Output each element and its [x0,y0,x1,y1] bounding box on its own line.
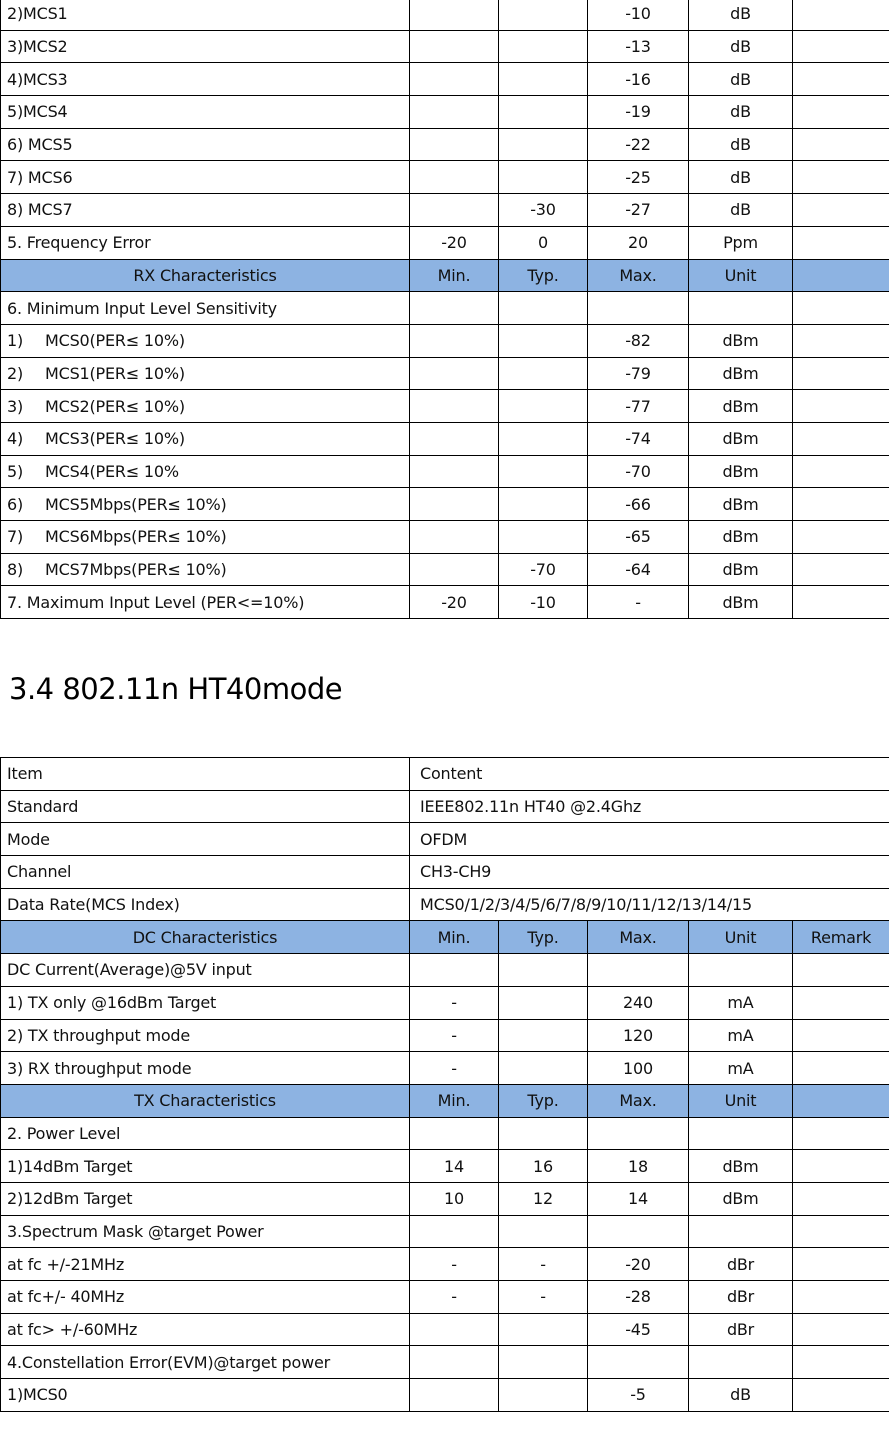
rx-header-row [1,259,889,292]
unit-cell: dB [689,128,793,161]
table-row [1,790,889,823]
table-row [1,856,889,889]
max-cell: 100 [588,1052,689,1085]
row-label: 2) TX throughput mode [1,1019,410,1052]
min-cell [410,357,499,390]
table-row [1,161,889,194]
unit-cell: dBm [689,586,793,619]
unit-cell: dB [689,194,793,227]
unit-cell: dBm [689,553,793,586]
min-cell [410,63,499,96]
row-label: 3) RX throughput mode [1,1052,410,1085]
table-row [1,357,889,390]
max-cell: 120 [588,1019,689,1052]
max-cell: -10 [588,0,689,30]
max-cell: -66 [588,488,689,521]
row-name: MCS0(PER≤ 10%) [45,331,185,351]
table-row [1,1313,889,1346]
min-cell: - [410,1052,499,1085]
dc-header-row [1,921,889,954]
min-cell [410,1117,499,1150]
row-label: 1)MCS0 [1,1379,410,1412]
unit-cell: mA [689,1052,793,1085]
table-row [1,63,889,96]
max-cell: -28 [588,1281,689,1314]
typ-cell [499,455,588,488]
ht40-spec-table [0,757,889,1412]
row-name: MCS2(PER≤ 10%) [45,396,185,416]
remark-cell [793,553,889,586]
typ-cell [499,30,588,63]
typ-cell [499,986,588,1019]
typ-cell [499,422,588,455]
min-cell: - [410,1281,499,1314]
row-label: 6) MCS5 [1,128,410,161]
max-cell: - [588,586,689,619]
max-cell [588,292,689,325]
min-cell [410,422,499,455]
remark-cell [793,986,889,1019]
table-row [1,0,889,30]
row-label: 3)MCS2 [1,30,410,63]
min-cell [410,488,499,521]
max-cell: -74 [588,422,689,455]
max-cell: -20 [588,1248,689,1281]
min-cell: - [410,986,499,1019]
typ-cell: - [499,1248,588,1281]
table-row [1,1150,889,1183]
unit-cell: dBr [689,1313,793,1346]
row-label: 2. Power Level [1,1117,410,1150]
header-min: Min. [410,921,499,954]
unit-cell: dBm [689,390,793,423]
max-cell [588,1117,689,1150]
unit-cell: dBm [689,357,793,390]
row-label: 6. Minimum Input Level Sensitivity [1,292,410,325]
table-row [1,521,889,554]
typ-cell [499,0,588,30]
remark-cell [793,357,889,390]
remark-cell [793,954,889,987]
unit-cell [689,954,793,987]
info-value: CH3-CH9 [410,856,889,889]
max-cell: -77 [588,390,689,423]
header-typ: Typ. [499,259,588,292]
remark-cell [793,63,889,96]
unit-cell [689,1215,793,1248]
min-cell [410,954,499,987]
unit-cell: dBm [689,521,793,554]
table-row [1,1182,889,1215]
max-cell: 240 [588,986,689,1019]
remark-cell [793,194,889,227]
remark-cell [793,1379,889,1412]
row-label: at fc+/- 40MHz [1,1281,410,1314]
table-row [1,954,889,987]
tx-header-row [1,1084,889,1117]
typ-cell [499,292,588,325]
unit-cell: Ppm [689,226,793,259]
info-value: OFDM [410,823,889,856]
remark-cell [793,586,889,619]
header-max: Max. [588,1084,689,1117]
min-cell [410,1379,499,1412]
row-label: 4.Constellation Error(EVM)@target power [1,1346,410,1379]
table-row [1,553,889,586]
max-cell: -27 [588,194,689,227]
unit-cell: mA [689,1019,793,1052]
row-label [1,390,410,423]
typ-cell [499,521,588,554]
typ-cell: 16 [499,1150,588,1183]
max-cell [588,1346,689,1379]
table-row [1,30,889,63]
max-cell: -19 [588,96,689,129]
min-cell [410,292,499,325]
row-label: DC Current(Average)@5V input [1,954,410,987]
table-row [1,1281,889,1314]
info-value: Content [410,758,889,791]
unit-cell: dBr [689,1281,793,1314]
max-cell: -13 [588,30,689,63]
unit-cell: dBm [689,422,793,455]
row-name: MCS4(PER≤ 10% [45,461,179,481]
typ-cell: -30 [499,194,588,227]
unit-cell [689,292,793,325]
typ-cell: - [499,1281,588,1314]
unit-cell [689,1117,793,1150]
row-label: at fc +/-21MHz [1,1248,410,1281]
table-row [1,292,889,325]
remark-cell [793,488,889,521]
typ-cell [499,1052,588,1085]
typ-cell [499,1019,588,1052]
typ-cell [499,128,588,161]
remark-cell [793,455,889,488]
header-unit: Unit [689,1084,793,1117]
typ-cell [499,1313,588,1346]
header-remark [793,1084,889,1117]
row-label: 4)MCS3 [1,63,410,96]
info-label: Data Rate(MCS Index) [1,888,410,921]
row-name: MCS5Mbps(PER≤ 10%) [45,494,227,514]
typ-cell [499,161,588,194]
max-cell: 14 [588,1182,689,1215]
unit-cell: dBm [689,455,793,488]
unit-cell: dB [689,0,793,30]
unit-cell: dB [689,161,793,194]
row-label: 3.Spectrum Mask @target Power [1,1215,410,1248]
min-cell [410,455,499,488]
min-cell: 10 [410,1182,499,1215]
min-cell [410,0,499,30]
max-cell: -70 [588,455,689,488]
table-row [1,422,889,455]
row-label [1,553,410,586]
row-label: 8) MCS7 [1,194,410,227]
header-min: Min. [410,259,499,292]
remark-cell [793,1346,889,1379]
remark-cell [793,324,889,357]
row-label: 7. Maximum Input Level (PER<=10%) [1,586,410,619]
row-label: 1) TX only @16dBm Target [1,986,410,1019]
row-number: 7) [7,527,24,547]
typ-cell: 0 [499,226,588,259]
min-cell: - [410,1248,499,1281]
row-name: MCS6Mbps(PER≤ 10%) [45,527,227,547]
typ-cell [499,63,588,96]
remark-cell [793,1052,889,1085]
row-number: 3) [7,396,24,416]
min-cell: 14 [410,1150,499,1183]
min-cell [410,194,499,227]
row-name: MCS7Mbps(PER≤ 10%) [45,560,227,580]
typ-cell [499,96,588,129]
unit-cell: dB [689,96,793,129]
remark-cell [793,390,889,423]
table-row [1,1346,889,1379]
table-row [1,823,889,856]
ht20-spec-table-continued [0,0,889,619]
header-typ: Typ. [499,921,588,954]
unit-cell: dB [689,63,793,96]
dc-header-title: DC Characteristics [1,921,410,954]
max-cell: -16 [588,63,689,96]
unit-cell: mA [689,986,793,1019]
table-row [1,1052,889,1085]
typ-cell: 12 [499,1182,588,1215]
max-cell [588,1215,689,1248]
typ-cell [499,1346,588,1379]
min-cell: -20 [410,226,499,259]
min-cell [410,1215,499,1248]
row-label [1,422,410,455]
min-cell [410,96,499,129]
row-label: 5)MCS4 [1,96,410,129]
max-cell: 20 [588,226,689,259]
typ-cell [499,1215,588,1248]
header-typ: Typ. [499,1084,588,1117]
remark-cell [793,1019,889,1052]
row-number: 2) [7,363,24,383]
row-number: 8) [7,560,24,580]
row-label [1,455,410,488]
row-name: MCS3(PER≤ 10%) [45,429,185,449]
typ-cell: -70 [499,553,588,586]
table-row [1,986,889,1019]
min-cell [410,30,499,63]
info-label: Mode [1,823,410,856]
tx-header-title: TX Characteristics [1,1084,410,1117]
remark-cell [793,1281,889,1314]
remark-cell [793,161,889,194]
table-row [1,455,889,488]
unit-cell: dBr [689,1248,793,1281]
min-cell [410,1313,499,1346]
table-row [1,1379,889,1412]
remark-cell [793,1182,889,1215]
info-value: MCS0/1/2/3/4/5/6/7/8/9/10/11/12/13/14/15 [410,888,889,921]
remark-cell [793,128,889,161]
header-max: Max. [588,259,689,292]
max-cell: -65 [588,521,689,554]
remark-cell [793,1313,889,1346]
table-row [1,390,889,423]
row-label: 5. Frequency Error [1,226,410,259]
max-cell: 18 [588,1150,689,1183]
remark-cell [793,1117,889,1150]
row-label [1,521,410,554]
remark-cell [793,521,889,554]
remark-cell [793,422,889,455]
table-row [1,586,889,619]
unit-cell [689,1346,793,1379]
table-row [1,226,889,259]
min-cell [410,161,499,194]
min-cell: -20 [410,586,499,619]
remark-cell [793,96,889,129]
remark-cell [793,1248,889,1281]
table-row [1,1019,889,1052]
row-label [1,488,410,521]
unit-cell: dBm [689,1150,793,1183]
info-label: Channel [1,856,410,889]
min-cell [410,390,499,423]
min-cell [410,553,499,586]
min-cell [410,521,499,554]
remark-cell [793,1150,889,1183]
table-row [1,758,889,791]
row-name: MCS1(PER≤ 10%) [45,363,185,383]
max-cell: -45 [588,1313,689,1346]
max-cell: -25 [588,161,689,194]
header-min: Min. [410,1084,499,1117]
unit-cell: dB [689,1379,793,1412]
header-remark: Remark [793,921,889,954]
remark-cell [793,226,889,259]
header-unit: Unit [689,921,793,954]
remark-cell [793,292,889,325]
row-label [1,357,410,390]
row-label: at fc> +/-60MHz [1,1313,410,1346]
info-label: Item [1,758,410,791]
section-heading: 3.4 802.11n HT40mode [9,672,343,706]
remark-cell [793,0,889,30]
row-number: 4) [7,429,24,449]
min-cell [410,324,499,357]
typ-cell [499,390,588,423]
max-cell: -82 [588,324,689,357]
typ-cell [499,954,588,987]
max-cell: -5 [588,1379,689,1412]
row-label [1,324,410,357]
max-cell: -22 [588,128,689,161]
rx-header-title: RX Characteristics [1,259,410,292]
tx-evm-rows [1,0,889,619]
row-number: 5) [7,461,24,481]
unit-cell: dB [689,30,793,63]
header-unit: Unit [689,259,793,292]
table-row [1,888,889,921]
unit-cell: dBm [689,324,793,357]
max-cell: -64 [588,553,689,586]
row-label: 1)14dBm Target [1,1150,410,1183]
typ-cell [499,357,588,390]
min-cell [410,128,499,161]
table-row [1,128,889,161]
table-row [1,1248,889,1281]
row-label: 2)MCS1 [1,0,410,30]
typ-cell [499,324,588,357]
table-row [1,194,889,227]
max-cell [588,954,689,987]
info-value: IEEE802.11n HT40 @2.4Ghz [410,790,889,823]
header-remark [793,259,889,292]
row-label: 2)12dBm Target [1,1182,410,1215]
unit-cell: dBm [689,488,793,521]
table-row [1,96,889,129]
typ-cell [499,488,588,521]
row-number: 1) [7,331,24,351]
table-row [1,488,889,521]
row-label: 7) MCS6 [1,161,410,194]
row-number: 6) [7,494,24,514]
remark-cell [793,1215,889,1248]
table-row [1,1117,889,1150]
min-cell: - [410,1019,499,1052]
table-row [1,1215,889,1248]
table-row [1,324,889,357]
typ-cell [499,1379,588,1412]
remark-cell [793,30,889,63]
min-cell [410,1346,499,1379]
unit-cell: dBm [689,1182,793,1215]
max-cell: -79 [588,357,689,390]
header-max: Max. [588,921,689,954]
typ-cell: -10 [499,586,588,619]
typ-cell [499,1117,588,1150]
info-label: Standard [1,790,410,823]
